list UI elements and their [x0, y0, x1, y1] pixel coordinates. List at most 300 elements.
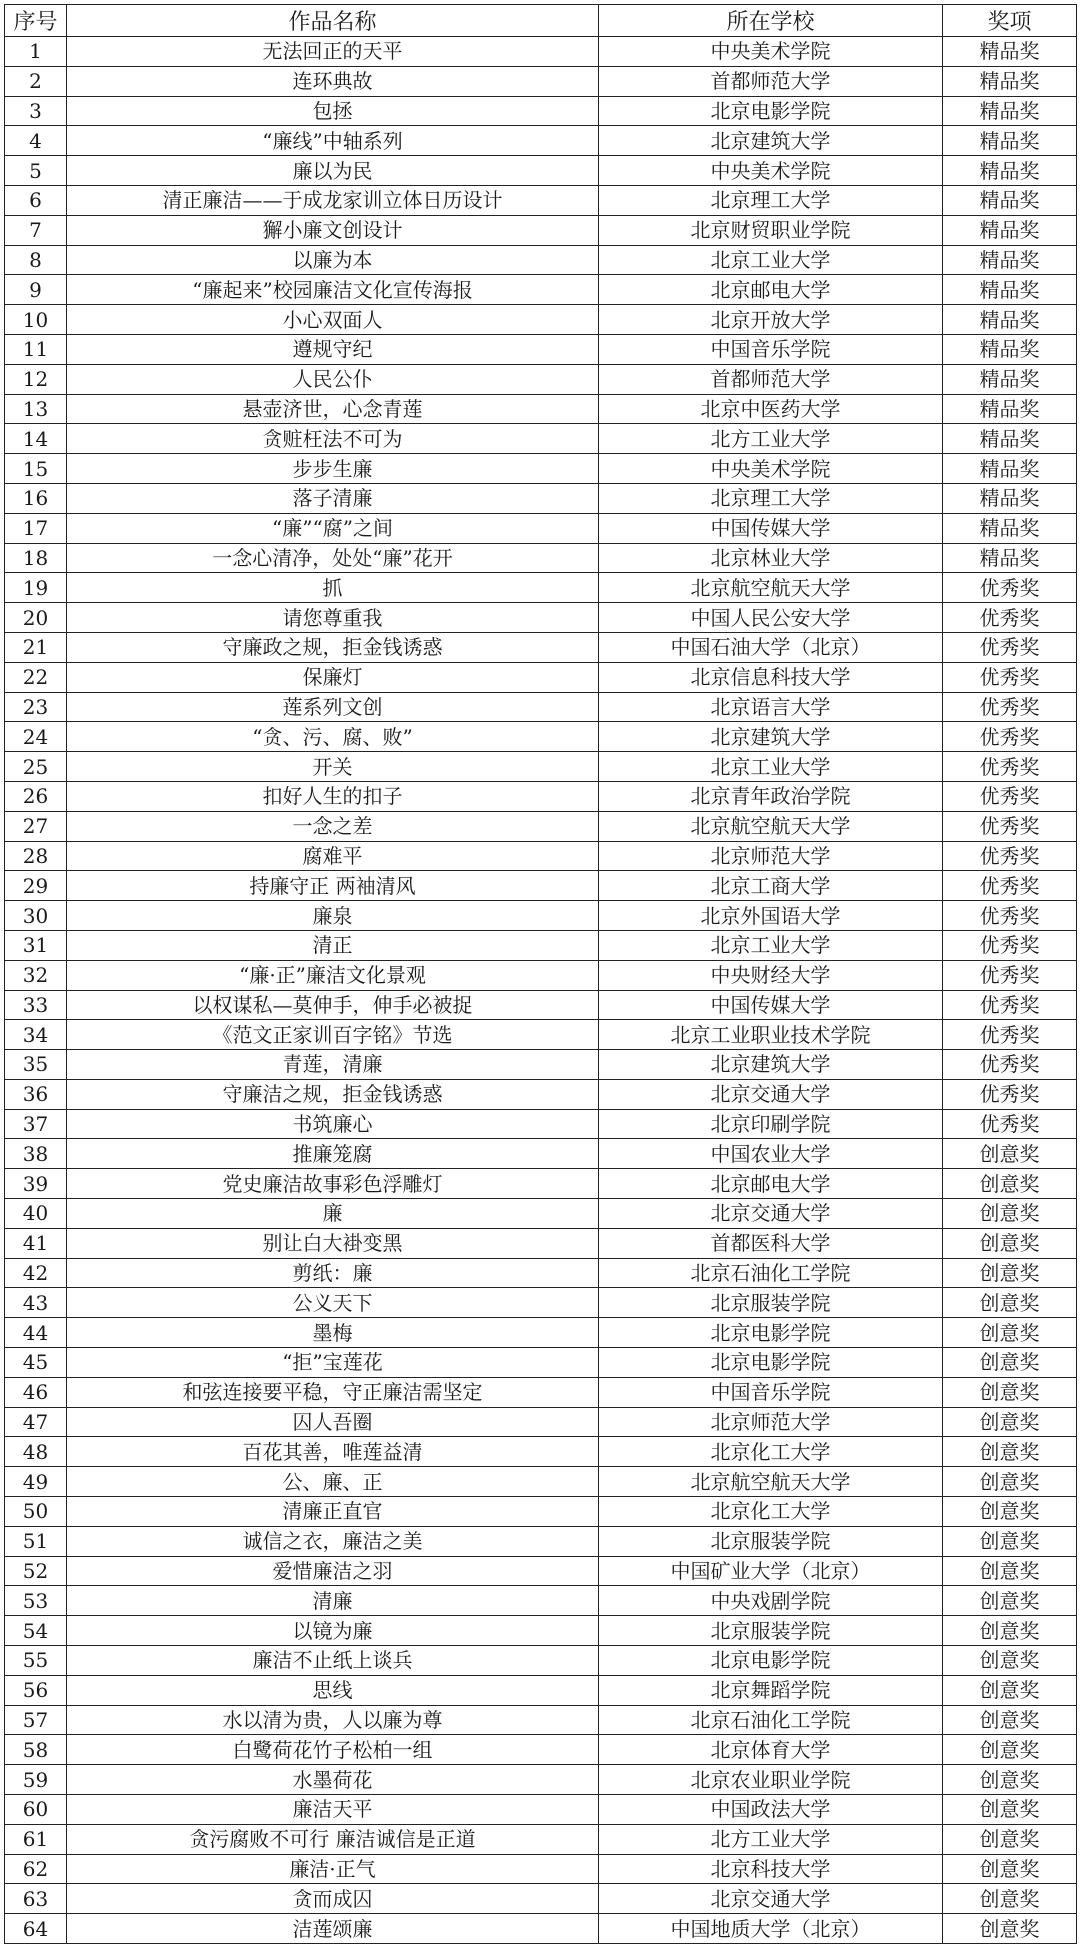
- work-title: 贪而成囚: [67, 1884, 599, 1914]
- table-row: [5, 245, 1077, 275]
- row-number: 54: [5, 1616, 67, 1646]
- school-name: 北京电影学院: [599, 96, 943, 126]
- award-level: 精品奖: [943, 156, 1077, 186]
- row-number: 36: [5, 1079, 67, 1109]
- school-name: 中国传媒大学: [599, 990, 943, 1020]
- table-row: [5, 334, 1077, 364]
- school-name: 北京石油化工学院: [599, 1705, 943, 1735]
- work-title: 清正: [67, 930, 599, 960]
- award-level: 创意奖: [943, 1646, 1077, 1676]
- school-name: 北京交通大学: [599, 1884, 943, 1914]
- award-level: 精品奖: [943, 96, 1077, 126]
- school-name: 北京舞蹈学院: [599, 1675, 943, 1705]
- school-name: 中央美术学院: [599, 454, 943, 484]
- award-level: 精品奖: [943, 215, 1077, 245]
- school-name: 北京农业职业学院: [599, 1765, 943, 1795]
- work-title: 清廉正直官: [67, 1497, 599, 1527]
- row-number: 51: [5, 1526, 67, 1556]
- work-title: “廉线”中轴系列: [67, 126, 599, 156]
- row-number: 39: [5, 1169, 67, 1199]
- table-row: [5, 185, 1077, 215]
- award-level: 精品奖: [943, 364, 1077, 394]
- school-name: 北京航空航天大学: [599, 573, 943, 603]
- work-title: 持廉守正 两袖清风: [67, 871, 599, 901]
- award-level: 创意奖: [943, 1824, 1077, 1854]
- work-title: 一念心清净，处处“廉”花开: [67, 543, 599, 573]
- row-number: 12: [5, 364, 67, 394]
- work-title: 守廉政之规，拒金钱诱惑: [67, 632, 599, 662]
- row-number: 37: [5, 1109, 67, 1139]
- award-level: 优秀奖: [943, 930, 1077, 960]
- row-number: 55: [5, 1646, 67, 1676]
- table-row: [5, 275, 1077, 305]
- award-level: 精品奖: [943, 334, 1077, 364]
- awards-table: [4, 4, 1077, 1944]
- work-title: 小心双面人: [67, 305, 599, 335]
- row-number: 46: [5, 1377, 67, 1407]
- work-title: 公义天下: [67, 1288, 599, 1318]
- work-title: 以廉为本: [67, 245, 599, 275]
- school-name: 中央戏剧学院: [599, 1586, 943, 1616]
- row-number: 60: [5, 1795, 67, 1825]
- row-number: 16: [5, 483, 67, 513]
- work-title: 贪赃枉法不可为: [67, 424, 599, 454]
- school-name: 北京建筑大学: [599, 722, 943, 752]
- table-row: [5, 573, 1077, 603]
- work-title: “拒”宝莲花: [67, 1348, 599, 1378]
- work-title: 扣好人生的扣子: [67, 781, 599, 811]
- school-name: 北京师范大学: [599, 1407, 943, 1437]
- row-number: 27: [5, 811, 67, 841]
- work-title: 廉以为民: [67, 156, 599, 186]
- table-row: [5, 1169, 1077, 1199]
- school-name: 北京开放大学: [599, 305, 943, 335]
- work-title: 廉: [67, 1199, 599, 1229]
- row-number: 15: [5, 454, 67, 484]
- award-level: 精品奖: [943, 126, 1077, 156]
- row-number: 53: [5, 1586, 67, 1616]
- row-number: 49: [5, 1467, 67, 1497]
- school-name: 北京交通大学: [599, 1079, 943, 1109]
- work-title: 守廉洁之规，拒金钱诱惑: [67, 1079, 599, 1109]
- table-row: [5, 1228, 1077, 1258]
- award-level: 精品奖: [943, 513, 1077, 543]
- award-level: 创意奖: [943, 1258, 1077, 1288]
- row-number: 31: [5, 930, 67, 960]
- school-name: 北京建筑大学: [599, 1050, 943, 1080]
- award-level: 创意奖: [943, 1526, 1077, 1556]
- work-title: 廉洁天平: [67, 1795, 599, 1825]
- award-level: 精品奖: [943, 37, 1077, 67]
- school-name: 北京服装学院: [599, 1288, 943, 1318]
- table-row: [5, 1705, 1077, 1735]
- row-number: 21: [5, 632, 67, 662]
- table-row: [5, 1437, 1077, 1467]
- row-number: 17: [5, 513, 67, 543]
- row-number: 26: [5, 781, 67, 811]
- row-number: 7: [5, 215, 67, 245]
- award-level: 优秀奖: [943, 871, 1077, 901]
- award-level: 优秀奖: [943, 1020, 1077, 1050]
- header-row: [5, 5, 1077, 37]
- work-title: “廉”“腐”之间: [67, 513, 599, 543]
- award-level: 创意奖: [943, 1765, 1077, 1795]
- school-name: 中央美术学院: [599, 37, 943, 67]
- row-number: 10: [5, 305, 67, 335]
- row-number: 48: [5, 1437, 67, 1467]
- table-row: [5, 543, 1077, 573]
- row-number: 22: [5, 662, 67, 692]
- school-name: 北京工商大学: [599, 871, 943, 901]
- award-level: 创意奖: [943, 1318, 1077, 1348]
- work-title: 囚人吾圈: [67, 1407, 599, 1437]
- table-row: [5, 603, 1077, 633]
- award-level: 创意奖: [943, 1795, 1077, 1825]
- work-title: 步步生廉: [67, 454, 599, 484]
- row-number: 40: [5, 1199, 67, 1229]
- table-row: [5, 1586, 1077, 1616]
- award-level: 优秀奖: [943, 781, 1077, 811]
- row-number: 18: [5, 543, 67, 573]
- work-title: 悬壶济世，心念青莲: [67, 394, 599, 424]
- school-name: 北京师范大学: [599, 841, 943, 871]
- table-row: [5, 1258, 1077, 1288]
- work-title: 獬小廉文创设计: [67, 215, 599, 245]
- row-number: 45: [5, 1348, 67, 1378]
- row-number: 24: [5, 722, 67, 752]
- work-title: 爱惜廉洁之羽: [67, 1556, 599, 1586]
- table-row: [5, 990, 1077, 1020]
- school-name: 北京财贸职业学院: [599, 215, 943, 245]
- work-title: 洁莲颂廉: [67, 1914, 599, 1944]
- school-name: 北京石油化工学院: [599, 1258, 943, 1288]
- table-row: [5, 1914, 1077, 1944]
- row-number: 25: [5, 752, 67, 782]
- award-level: 创意奖: [943, 1854, 1077, 1884]
- work-title: 青莲，清廉: [67, 1050, 599, 1080]
- award-level: 创意奖: [943, 1884, 1077, 1914]
- school-name: 北京信息科技大学: [599, 662, 943, 692]
- row-number: 4: [5, 126, 67, 156]
- work-title: 和弦连接要平稳，守正廉洁需坚定: [67, 1377, 599, 1407]
- row-number: 50: [5, 1497, 67, 1527]
- school-name: 首都师范大学: [599, 364, 943, 394]
- work-title: 党史廉洁故事彩色浮雕灯: [67, 1169, 599, 1199]
- row-number: 6: [5, 185, 67, 215]
- work-title: 莲系列文创: [67, 692, 599, 722]
- work-title: 公、廉、正: [67, 1467, 599, 1497]
- school-name: 北京航空航天大学: [599, 811, 943, 841]
- work-title: 连环典故: [67, 66, 599, 96]
- award-level: 创意奖: [943, 1675, 1077, 1705]
- school-name: 北京化工大学: [599, 1497, 943, 1527]
- header-award: 奖项: [943, 5, 1077, 37]
- table-row: [5, 1884, 1077, 1914]
- table-row: [5, 1318, 1077, 1348]
- award-level: 创意奖: [943, 1586, 1077, 1616]
- school-name: 首都师范大学: [599, 66, 943, 96]
- school-name: 中央财经大学: [599, 960, 943, 990]
- award-level: 优秀奖: [943, 841, 1077, 871]
- award-level: 精品奖: [943, 483, 1077, 513]
- award-level: 创意奖: [943, 1705, 1077, 1735]
- award-level: 创意奖: [943, 1735, 1077, 1765]
- school-name: 北京中医药大学: [599, 394, 943, 424]
- row-number: 14: [5, 424, 67, 454]
- school-name: 中国石油大学（北京）: [599, 632, 943, 662]
- table-row: [5, 1824, 1077, 1854]
- table-row: [5, 513, 1077, 543]
- work-title: 廉洁·正气: [67, 1854, 599, 1884]
- table-row: [5, 1377, 1077, 1407]
- award-level: 优秀奖: [943, 692, 1077, 722]
- work-title: 遵规守纪: [67, 334, 599, 364]
- award-level: 创意奖: [943, 1467, 1077, 1497]
- award-level: 创意奖: [943, 1616, 1077, 1646]
- table-row: [5, 364, 1077, 394]
- table-row: [5, 126, 1077, 156]
- work-title: 腐难平: [67, 841, 599, 871]
- table-row: [5, 424, 1077, 454]
- table-row: [5, 662, 1077, 692]
- award-level: 创意奖: [943, 1914, 1077, 1944]
- award-level: 优秀奖: [943, 752, 1077, 782]
- table-row: [5, 1795, 1077, 1825]
- award-level: 精品奖: [943, 275, 1077, 305]
- work-title: 包拯: [67, 96, 599, 126]
- award-level: 创意奖: [943, 1407, 1077, 1437]
- award-level: 优秀奖: [943, 1050, 1077, 1080]
- school-name: 中国政法大学: [599, 1795, 943, 1825]
- row-number: 42: [5, 1258, 67, 1288]
- work-title: 墨梅: [67, 1318, 599, 1348]
- header-school: 所在学校: [599, 5, 943, 37]
- work-title: 请您尊重我: [67, 603, 599, 633]
- table-row: [5, 1407, 1077, 1437]
- table-row: [5, 156, 1077, 186]
- row-number: 43: [5, 1288, 67, 1318]
- row-number: 57: [5, 1705, 67, 1735]
- table-row: [5, 1348, 1077, 1378]
- work-title: 廉泉: [67, 901, 599, 931]
- table-row: [5, 1109, 1077, 1139]
- award-level: 精品奖: [943, 305, 1077, 335]
- award-level: 创意奖: [943, 1437, 1077, 1467]
- work-title: “廉·正”廉洁文化景观: [67, 960, 599, 990]
- school-name: 北京外国语大学: [599, 901, 943, 931]
- school-name: 北京化工大学: [599, 1437, 943, 1467]
- row-number: 58: [5, 1735, 67, 1765]
- award-level: 精品奖: [943, 543, 1077, 573]
- award-level: 优秀奖: [943, 811, 1077, 841]
- row-number: 63: [5, 1884, 67, 1914]
- school-name: 北京航空航天大学: [599, 1467, 943, 1497]
- school-name: 北京科技大学: [599, 1854, 943, 1884]
- row-number: 28: [5, 841, 67, 871]
- row-number: 30: [5, 901, 67, 931]
- work-title: “廉起来”校园廉洁文化宣传海报: [67, 275, 599, 305]
- work-title: 诚信之衣，廉洁之美: [67, 1526, 599, 1556]
- school-name: 北京工业大学: [599, 930, 943, 960]
- table-row: [5, 1556, 1077, 1586]
- school-name: 首都医科大学: [599, 1228, 943, 1258]
- row-number: 32: [5, 960, 67, 990]
- work-title: 廉洁不止纸上谈兵: [67, 1646, 599, 1676]
- row-number: 47: [5, 1407, 67, 1437]
- row-number: 33: [5, 990, 67, 1020]
- table-row: [5, 752, 1077, 782]
- table-row: [5, 1526, 1077, 1556]
- work-title: 水以清为贵，人以廉为尊: [67, 1705, 599, 1735]
- award-level: 优秀奖: [943, 632, 1077, 662]
- row-number: 23: [5, 692, 67, 722]
- table-row: [5, 781, 1077, 811]
- school-name: 北京工业大学: [599, 245, 943, 275]
- school-name: 北京服装学院: [599, 1526, 943, 1556]
- award-level: 创意奖: [943, 1199, 1077, 1229]
- award-level: 精品奖: [943, 454, 1077, 484]
- work-title: 以镜为廉: [67, 1616, 599, 1646]
- table-row: [5, 632, 1077, 662]
- row-number: 34: [5, 1020, 67, 1050]
- school-name: 北京服装学院: [599, 1616, 943, 1646]
- row-number: 62: [5, 1854, 67, 1884]
- table-row: [5, 1288, 1077, 1318]
- award-level: 精品奖: [943, 424, 1077, 454]
- school-name: 北京邮电大学: [599, 1169, 943, 1199]
- table-row: [5, 930, 1077, 960]
- work-title: 剪纸：廉: [67, 1258, 599, 1288]
- work-title: 百花其善，唯莲益清: [67, 1437, 599, 1467]
- table-row: [5, 1050, 1077, 1080]
- work-title: “贪、污、腐、败”: [67, 722, 599, 752]
- row-number: 11: [5, 334, 67, 364]
- row-number: 38: [5, 1139, 67, 1169]
- school-name: 北京体育大学: [599, 1735, 943, 1765]
- work-title: 以权谋私—莫伸手，伸手必被捉: [67, 990, 599, 1020]
- award-level: 精品奖: [943, 66, 1077, 96]
- award-level: 优秀奖: [943, 960, 1077, 990]
- work-title: 人民公仆: [67, 364, 599, 394]
- table-row: [5, 692, 1077, 722]
- award-level: 创意奖: [943, 1288, 1077, 1318]
- school-name: 北京电影学院: [599, 1348, 943, 1378]
- row-number: 44: [5, 1318, 67, 1348]
- school-name: 北京理工大学: [599, 483, 943, 513]
- row-number: 3: [5, 96, 67, 126]
- row-number: 20: [5, 603, 67, 633]
- row-number: 59: [5, 1765, 67, 1795]
- row-number: 8: [5, 245, 67, 275]
- award-level: 优秀奖: [943, 901, 1077, 931]
- row-number: 64: [5, 1914, 67, 1944]
- table-row: [5, 305, 1077, 335]
- table-row: [5, 1675, 1077, 1705]
- table-row: [5, 215, 1077, 245]
- table-row: [5, 1199, 1077, 1229]
- table-row: [5, 66, 1077, 96]
- school-name: 北京青年政治学院: [599, 781, 943, 811]
- header-number: 序号: [5, 5, 67, 37]
- work-title: 清廉: [67, 1586, 599, 1616]
- row-number: 9: [5, 275, 67, 305]
- table-row: [5, 394, 1077, 424]
- work-title: 清正廉洁——于成龙家训立体日历设计: [67, 185, 599, 215]
- table-row: [5, 483, 1077, 513]
- row-number: 61: [5, 1824, 67, 1854]
- table-row: [5, 960, 1077, 990]
- award-level: 创意奖: [943, 1497, 1077, 1527]
- work-title: 开关: [67, 752, 599, 782]
- award-level: 创意奖: [943, 1348, 1077, 1378]
- award-level: 创意奖: [943, 1228, 1077, 1258]
- table-row: [5, 1646, 1077, 1676]
- work-title: 一念之差: [67, 811, 599, 841]
- table-row: [5, 1616, 1077, 1646]
- work-title: 抓: [67, 573, 599, 603]
- work-title: 水墨荷花: [67, 1765, 599, 1795]
- school-name: 中国音乐学院: [599, 334, 943, 364]
- table-body: [5, 37, 1077, 1944]
- school-name: 中国音乐学院: [599, 1377, 943, 1407]
- table-row: [5, 1735, 1077, 1765]
- school-name: 中国地质大学（北京）: [599, 1914, 943, 1944]
- school-name: 北京邮电大学: [599, 275, 943, 305]
- school-name: 中国人民公安大学: [599, 603, 943, 633]
- work-title: 思线: [67, 1675, 599, 1705]
- school-name: 北京理工大学: [599, 185, 943, 215]
- school-name: 北方工业大学: [599, 1824, 943, 1854]
- work-title: 书筑廉心: [67, 1109, 599, 1139]
- school-name: 北京工业大学: [599, 752, 943, 782]
- award-level: 创意奖: [943, 1377, 1077, 1407]
- table-row: [5, 841, 1077, 871]
- row-number: 29: [5, 871, 67, 901]
- school-name: 中央美术学院: [599, 156, 943, 186]
- award-level: 创意奖: [943, 1139, 1077, 1169]
- school-name: 北京交通大学: [599, 1199, 943, 1229]
- award-level: 优秀奖: [943, 1079, 1077, 1109]
- row-number: 5: [5, 156, 67, 186]
- award-level: 优秀奖: [943, 1109, 1077, 1139]
- school-name: 北京电影学院: [599, 1318, 943, 1348]
- work-title: 无法回正的天平: [67, 37, 599, 67]
- table-row: [5, 1020, 1077, 1050]
- school-name: 中国矿业大学（北京）: [599, 1556, 943, 1586]
- school-name: 北京印刷学院: [599, 1109, 943, 1139]
- award-level: 精品奖: [943, 185, 1077, 215]
- work-title: 别让白大褂变黑: [67, 1228, 599, 1258]
- award-level: 优秀奖: [943, 603, 1077, 633]
- row-number: 19: [5, 573, 67, 603]
- table-row: [5, 901, 1077, 931]
- header-work-title: 作品名称: [67, 5, 599, 37]
- work-title: 白鹭荷花竹子松柏一组: [67, 1735, 599, 1765]
- row-number: 13: [5, 394, 67, 424]
- table-row: [5, 1139, 1077, 1169]
- school-name: 北京林业大学: [599, 543, 943, 573]
- school-name: 北京工业职业技术学院: [599, 1020, 943, 1050]
- row-number: 2: [5, 66, 67, 96]
- row-number: 41: [5, 1228, 67, 1258]
- award-level: 优秀奖: [943, 662, 1077, 692]
- row-number: 35: [5, 1050, 67, 1080]
- row-number: 56: [5, 1675, 67, 1705]
- work-title: 《范文正家训百字铭》节选: [67, 1020, 599, 1050]
- school-name: 北京语言大学: [599, 692, 943, 722]
- table-row: [5, 1765, 1077, 1795]
- work-title: 落子清廉: [67, 483, 599, 513]
